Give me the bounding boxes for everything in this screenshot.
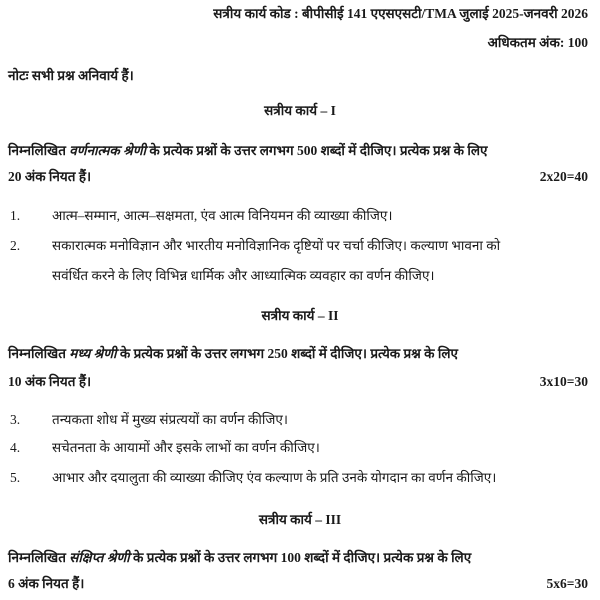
section-2-instruction-line2: 10 अंक नियत हैं। 3x10=30 xyxy=(8,374,588,389)
assignment-code-line: सत्रीय कार्य कोड : बीपीसीई 141 एएसएसटी/TMA जुलाई 2025-जनवरी 2026 xyxy=(213,6,588,21)
section-title-2: सत्रीय कार्य – II xyxy=(261,308,339,323)
section-3-marks: 5x6=30 xyxy=(546,576,588,591)
section-2-instruction: निम्नलिखित मध्य श्रेणी के प्रत्येक प्रश्नों के उत्तर लगभग 250 शब्दों में दीजिए। प्रत्येक प्रश्न के लिए xyxy=(8,346,458,361)
section-1-instruction: निम्नलिखित वर्णनात्मक श्रेणी के प्रत्येक प्रश्नों के उत्तर लगभग 500 शब्दों में दीजिए। प्रत्येक प्रश्न के लिए xyxy=(8,143,488,158)
section-1-marks: 2x20=40 xyxy=(539,169,588,184)
section-1-instruction-line2: 20 अंक नियत हैं। 2x20=40 xyxy=(8,169,588,184)
section-3-instruction-line2: 6 अंक नियत हैं। 5x6=30 xyxy=(8,576,588,591)
section-2-marks: 3x10=30 xyxy=(539,374,588,389)
section-title-1: सत्रीय कार्य – I xyxy=(264,103,336,118)
section-title-3: सत्रीय कार्य – III xyxy=(258,512,342,527)
note: नोटः सभी प्रश्न अनिवार्य हैं। xyxy=(8,68,134,83)
section-3-instruction: निम्नलिखित संक्षिप्त श्रेणी के प्रत्येक प्रश्नों के उत्तर लगभग 100 शब्दों में दीजिए। प्रत्येक प्रश्न के लिए xyxy=(8,550,472,565)
max-marks: अधिकतम अंक: 100 xyxy=(487,35,588,50)
